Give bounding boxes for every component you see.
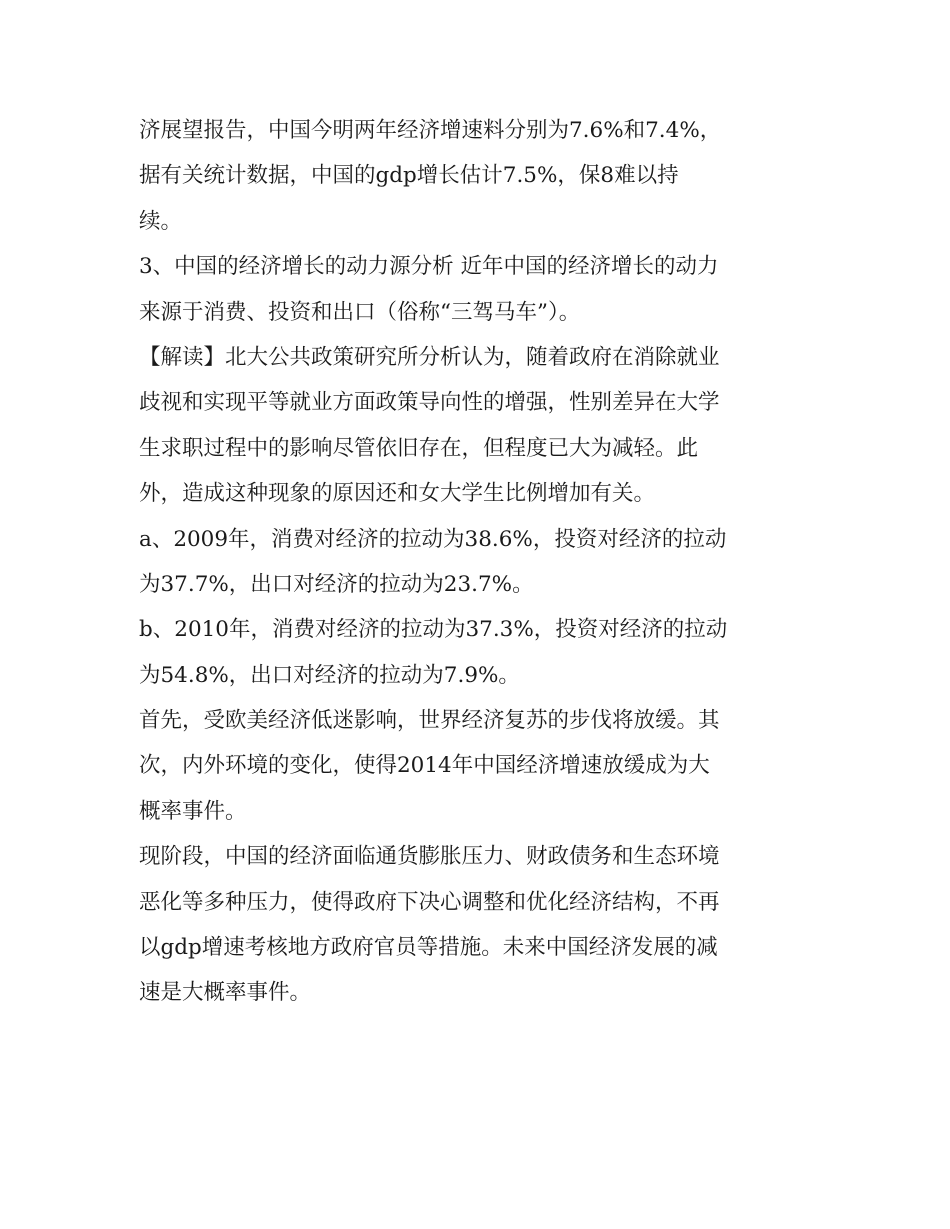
text-line: 首先，受欧美经济低迷影响，世界经济复苏的步伐将放缓。其 (139, 708, 720, 734)
text-line: a、2009年，消费对经济的拉动为38.6%，投资对经济的拉动 (139, 526, 727, 552)
text-line: 3、中国的经济增长的动力源分析 近年中国的经济增长的动力 (139, 254, 719, 280)
text-line: 为37.7%，出口对经济的拉动为23.7%。 (139, 571, 534, 597)
text-line: 次，内外环境的变化，使得2014年中国经济增速放缓成为大 (139, 753, 710, 779)
text-line: 现阶段，中国的经济面临通货膨胀压力、财政债务和生态环境 (139, 844, 720, 870)
text-line: 来源于消费、投资和出口（俗称“三驾马车”）。 (139, 299, 581, 325)
text-line: 概率事件。 (139, 798, 247, 824)
text-line: 济展望报告，中国今明两年经济增速料分别为7.6%和7.4%， (139, 118, 722, 143)
text-line: 外，造成这种现象的原因还和女大学生比例增加有关。 (139, 481, 656, 507)
text-line: 生求职过程中的影响尽管依旧存在，但程度已大为减轻。此 (139, 435, 699, 461)
text-line: 为54.8%，出口对经济的拉动为7.9%。 (139, 662, 520, 688)
text-line: 【解读】北大公共政策研究所分析认为，随着政府在消除就业 (139, 344, 720, 370)
text-line: 恶化等多种压力，使得政府下决心调整和优化经济结构，不再 (139, 889, 720, 915)
document-body (139, 108, 829, 1016)
text-line: b、2010年，消费对经济的拉动为37.3%，投资对经济的拉动 (139, 617, 728, 643)
text-line: 歧视和实现平等就业方面政策导向性的增强，性别差异在大学 (139, 390, 720, 416)
text-line: 续。 (139, 208, 183, 234)
text-line: 以gdp增速考核地方政府官员等措施。未来中国经济发展的减 (139, 935, 718, 961)
text-line: 据有关统计数据，中国的gdp增长估计7.5%，保8难以持 (139, 163, 679, 189)
text-line: 速是大概率事件。 (139, 980, 312, 1006)
